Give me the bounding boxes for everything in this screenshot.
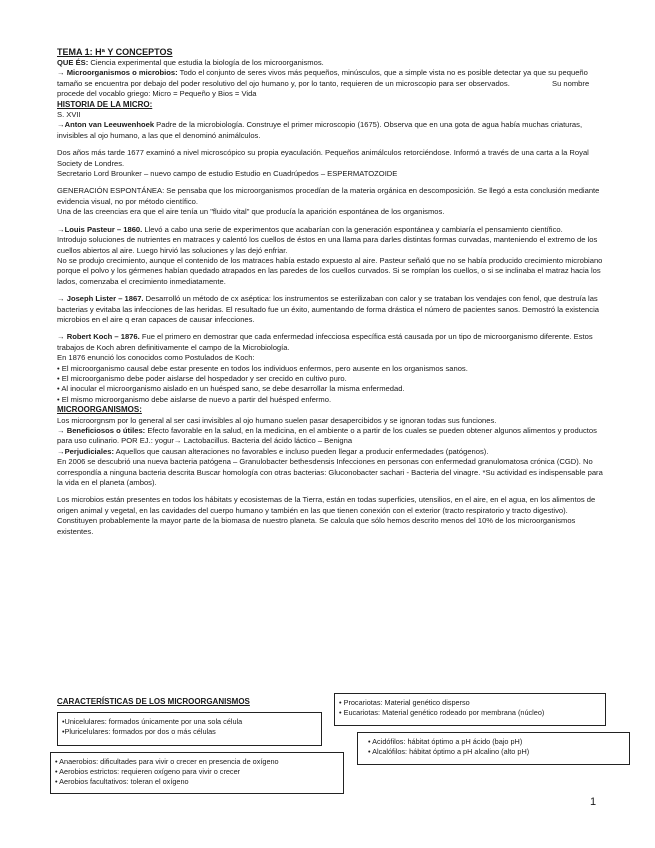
box-nucleo — [334, 693, 606, 726]
pasteur-paragraph: →Louis Pasteur – 1860. Llevó a cabo una serie de experimentos que acabarían con la generación espontánea y cambiaría el pensamiento científico. — [57, 224, 563, 234]
list-item: • Acidófilos: hábitat óptimo a pH ácido (bajo pH) — [368, 737, 523, 746]
list-item: •Unicelulares: formados únicamente por una sola célula — [62, 717, 243, 726]
list-item: • El microorganismo debe poder aislarse del hospedador y ser crecido en cultivo puro. — [57, 373, 347, 383]
paragraph: No se produjo crecimiento, aunque el contenido de los matraces había estado expuesto al aire. Pasteur señaló que no se había producido crecimiento microbiano porque el polvo y los gérmenes habían quedado atrapados en las paredes de los cuellos curvados. Si se rompían los cuellos, o si se inclinaba el matraz hacia los lados, comenzaba el crecimiento inmediatamente. — [57, 255, 603, 286]
document-body — [57, 46, 603, 537]
arrow-icon: → — [57, 68, 65, 78]
generacion-espontanea: GENERACIÓN ESPONTÁNEA: Se pensaba que los microorganismos procedían de la materia orgánica en descomposición. Se llegó a esta conclusión mediante evidencia visual, no por método científico. — [57, 186, 600, 206]
list-item: • Aerobios estrictos: requieren oxígeno para vivir o crecer — [55, 767, 241, 776]
intro-definition: QUE ÉS: Ciencia experimental que estudia la biología de los microorganismos. — [57, 58, 324, 67]
paragraph: En 2006 se descubrió una nueva bacteria patógena – Granulobacter bethesdensis Infecciones en personas con enfermedad granulomatosa crónica (CGD). No correspondía a ninguna bacteria descrita Buscar homología con otras bacterias: Gluconobacter sachari - Bacteria del vinagre. *Su actividad es indispensable para la vida en el planeta (ambos). — [57, 457, 603, 488]
list-item: • Procariotas: Material genético disperso — [339, 698, 470, 707]
que-es-label: QUE ÉS: — [57, 58, 89, 67]
section-heading-caracteristicas: CARACTERÍSTICAS DE LOS MICROORGANISMOS — [57, 697, 250, 706]
list-item: • Al inocular el microorganismo aislado en un huésped sano, se debe desarrollar la misma enfermedad. — [57, 384, 405, 394]
arrow-icon: → — [57, 120, 65, 130]
section-heading-historia: HISTORIA DE LA MICRO: — [57, 99, 153, 109]
intro-microorganisms: → Microorganismos o microbios: Todo el conjunto de seres vivos más pequeños, minúsculos, que a simple vista no es posible detectar ya que su pequeño tamaño se encuentra por debajo del poder resolutivo del ojo humano y, por lo tanto, requieren de un microscopio para ser observados. Su nombre procede del vocablo griego: Micro = Pequeño y Bios = Vida — [57, 68, 590, 99]
lister-paragraph: → Joseph Lister – 1867. Desarrolló un método de cx aséptica: los instrumentos se esterilizaban con calor y se trataban los vendajes con fenol, que destruía las bacterias y evitaba las infecciones de las heridas. El resultado fue un éxito, aumentando de forma drástica el número de pacientes sanos. Demostró la existencia microbios en el aire q eran capaces de causar infecciones. — [57, 294, 599, 324]
list-item: • El mismo microorganismo debe aislarse de nuevo a partir del huésped enfermo. — [57, 394, 332, 404]
section-heading-microorganismos: MICROORGANISMOS: — [57, 405, 142, 415]
arrow-icon: → — [57, 332, 65, 342]
arrow-icon: → — [57, 446, 65, 456]
beneficiosos-paragraph: → Beneficiosos o útiles: Efecto favorable en la salud, en la medicina, en el ambiente o a partir de los cuales se pueden obtener algunos alimentos y productos para uso culinario. POR EJ.: yogur→ Lactobacillus. Bacteria del ácido láctico – Benigna — [57, 426, 597, 446]
koch-paragraph: → Robert Koch – 1876. Fue el primero en demostrar que cada enfermedad infecciosa específica está causada por un tipo de microorganismo diferente. Estos trabajos de Koch abren definitivamente el campo de la Microbiología. — [57, 332, 593, 352]
list-item: • Eucariotas: Material genético rodeado por membrana (núcleo) — [339, 708, 545, 717]
perjudiciales-paragraph: →Perjudiciales: Aquellos que causan alteraciones no favorables e incluso pueden llegar a producir enfermedades (patógenos). — [57, 446, 489, 456]
arrow-icon: → — [57, 294, 65, 304]
paragraph: Introdujo soluciones de nutrientes en matraces y calentó los cuellos de éstos en una llama para darles distintas formas curvadas, manteniendo el extremo de los cuellos abiertos al aire. Luego hirvió las soluciones y las dejó enfriar. — [57, 235, 598, 255]
arrow-icon: → — [57, 426, 65, 435]
list-item: •Pluricelulares: formados por dos o más células — [62, 727, 216, 736]
paragraph: En 1876 enunció los conocidos como Postulados de Koch: — [57, 353, 255, 363]
page-title: TEMA 1: Hª Y CONCEPTOS — [57, 47, 173, 57]
box-ph — [357, 732, 630, 765]
century: S. XVII — [57, 110, 81, 120]
arrow-icon: → — [57, 224, 65, 234]
list-item: • El microorganismo causal debe estar presente en todos los individuos enfermos, pero ausente en los organismos sanos. — [57, 363, 468, 373]
paragraph: Los microbios están presentes en todos los hábitats y ecosistemas de la Tierra, están en todas superficies, utensilios, en el aire, en el agua, en los alimentos de origen animal y vegetal, en las cavidades del cuerpo humano y también en las que tienen conexión con el exterior (tracto respiratorio y tracto digestivo). Constituyen probablemente la mayor parte de la biomasa de nuestro planeta. Se calcula que sólo hemos descrito menos del 10% de los microorganismos existentes. — [57, 495, 596, 536]
name-origin: Su nombre procede del vocablo griego: Micro = Pequeño y Bios = Vida — [57, 78, 590, 99]
box-celulas — [57, 712, 322, 746]
paragraph: Una de las creencias era que el aire tenía un "fluido vital" que producía la aparición espontánea de los organismos. — [57, 207, 445, 217]
page-number: 1 — [590, 796, 597, 808]
list-item: • Aerobios facultativos: toleran el oxígeno — [55, 777, 189, 786]
paragraph: Secretario Lord Brounker – nuevo campo de estudio Estudio en Cuadrúpedos – ESPERMATOZOIDE — [57, 169, 398, 179]
list-item: • Anaerobios: dificultades para vivir o crecer en presencia de oxígeno — [55, 757, 279, 766]
list-item: • Alcalófilos: hábitat óptimo a pH alcalino (alto pH) — [368, 747, 530, 756]
paragraph: Dos años más tarde 1677 examinó a nivel microscópico su propia eyaculación. Pequeños animálculos retorciéndose. Informó a través de una carta a la Royal Society de Londres. — [57, 148, 589, 168]
paragraph: Los microorgnsm por lo general al ser casi invisibles al ojo humano suelen pasar desapercibidos y se ignoran todas sus funciones. — [57, 415, 497, 425]
leeuwenhoek-paragraph: →Anton van Leeuwenhoek Padre de la microbiología. Construye el primer microscopio (1675). Observa que en una gota de agua había muchas criaturas, invisibles al ojo humano, a las que el denominó animálculos. — [57, 120, 583, 140]
box-oxigeno — [50, 752, 344, 794]
